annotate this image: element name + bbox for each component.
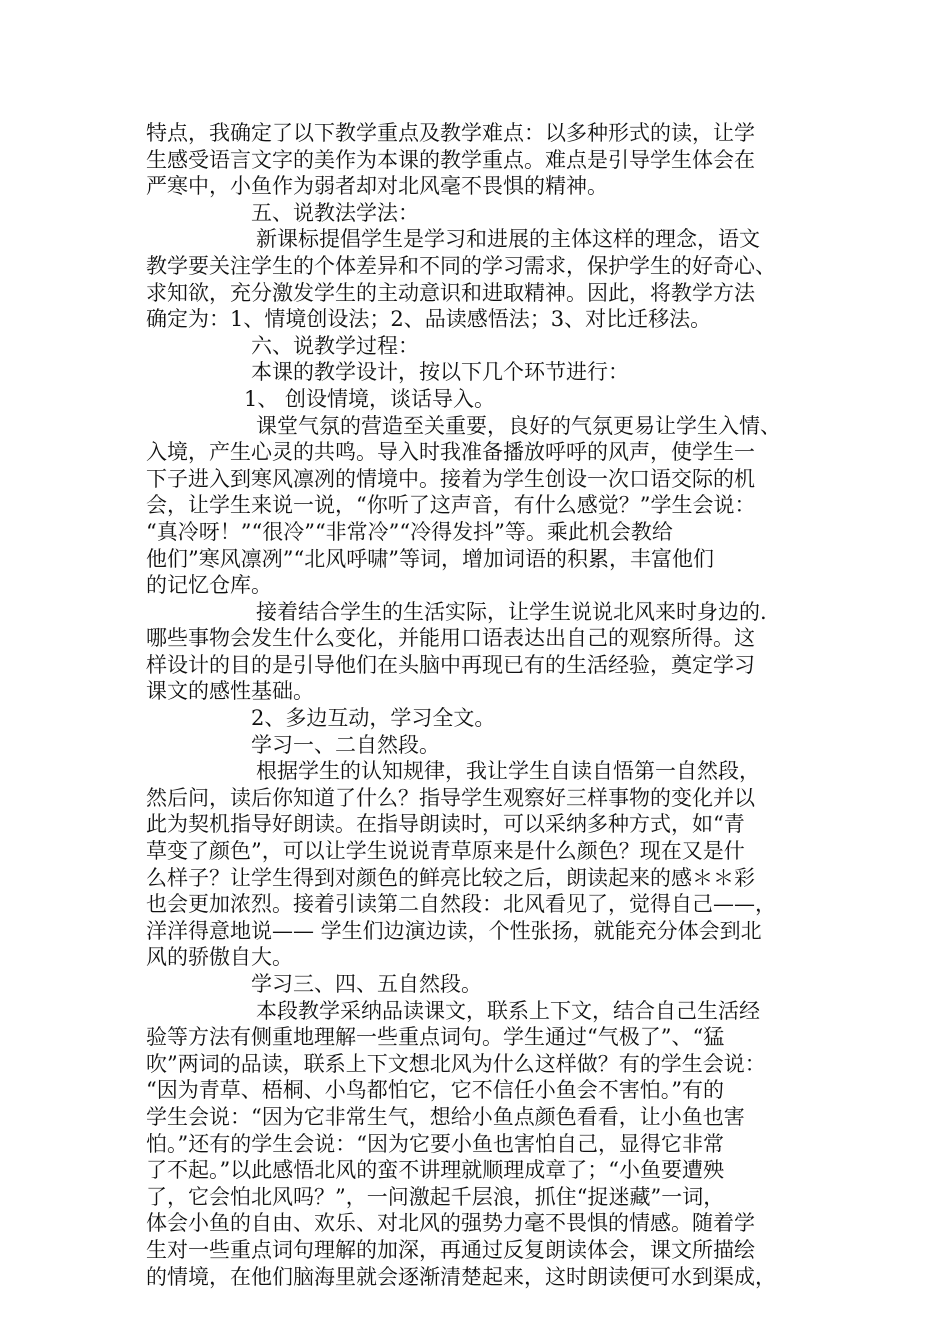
paragraph-line: 课堂气氛的营造至关重要，良好的气氛更易让学生入情、 <box>256 413 781 438</box>
subsection-heading: 1、 创设情境，谈话导入。 <box>244 386 496 411</box>
paragraph-line: 了不起。”以此感悟北风的蛮不讲理就顺理成章了；“小鱼要遭殃 <box>146 1158 724 1183</box>
paragraph-line: 怕。”还有的学生会说：“因为它要小鱼也害怕自己，显得它非常 <box>146 1131 724 1156</box>
section-heading: 五、说教法学法： <box>251 200 419 225</box>
paragraph-line: 洋洋得意地说—— 学生们边演边读，个性张扬，就能充分体会到北 <box>146 918 762 943</box>
paragraph-line: 草变了颜色”，可以让学生说说青草原来是什么颜色？现在又是什 <box>146 839 745 864</box>
paragraph-line: 根据学生的认知规律，我让学生自读自悟第一自然段， <box>256 759 760 784</box>
paragraph-line: 了，它会怕北风吗？”，一问激起千层浪，抓住“捉迷藏”一词， <box>146 1184 725 1209</box>
paragraph-line: 的记忆仓库。 <box>146 573 272 598</box>
paragraph-line: 验等方法有侧重地理解一些重点词句。学生通过“气极了”、“猛 <box>146 1025 725 1050</box>
paragraph-line: 风的骄傲自大。 <box>146 945 293 970</box>
paragraph-line: “真冷呀！”“很冷”“非常冷”“冷得发抖”等。乘此机会教给 <box>146 519 673 544</box>
paragraph-line: 他们”寒风凛冽”“北风呼啸”等词，增加词语的积累，丰富他们 <box>146 546 714 571</box>
paragraph-line: 生对一些重点词句理解的加深，再通过反复朗读体会，课文所描绘 <box>146 1237 755 1262</box>
paragraph-line: 体会小鱼的自由、欢乐、对北风的强势力毫不畏惧的情感。随着学 <box>146 1211 755 1236</box>
paragraph-line: 的情境，在他们脑海里就会逐渐清楚起来，这时朗读便可水到渠成， <box>146 1264 776 1289</box>
paragraph-line: 严寒中，小鱼作为弱者却对北风毫不畏惧的精神。 <box>146 174 608 199</box>
paragraph-line: 新课标提倡学生是学习和进展的主体这样的理念，语文 <box>256 227 760 252</box>
paragraph-line: 下子进入到寒风凛冽的情境中。接着为学生创设一次口语交际的机 <box>146 466 755 491</box>
paragraph-line: 求知欲，充分激发学生的主动意识和进取精神。因此，将教学方法 <box>146 280 755 305</box>
paragraph-line: 接着结合学生的生活实际，让学生说说北风来时身边的. <box>256 599 767 624</box>
paragraph-line: 此为契机指导好朗读。在指导朗读时，可以采纳多种方式，如“青 <box>146 812 745 837</box>
paragraph-line: 入境，产生心灵的共鸣。导入时我准备播放呼呼的风声，使学生一 <box>146 440 755 465</box>
paragraph-line: “因为青草、梧桐、小鸟都怕它，它不信任小鱼会不害怕。”有的 <box>146 1078 724 1103</box>
paragraph-line: 课文的感性基础。 <box>146 679 314 704</box>
paragraph-line: 确定为：1、情境创设法；2、品读感悟法；3、对比迁移法。 <box>146 307 712 332</box>
document-body <box>146 120 826 1290</box>
paragraph-line: 会，让学生来说一说，“你听了这声音，有什么感觉？”学生会说： <box>146 493 756 518</box>
paragraph-line: 哪些事物会发生什么变化，并能用口语表达出自己的观察所得。这 <box>146 626 755 651</box>
subsection-heading: 学习三、四、五自然段。 <box>251 972 482 996</box>
paragraph-line: 本课的教学设计，按以下几个环节进行： <box>251 360 629 385</box>
paragraph-line: 吹”两词的品读，联系上下文想北风为什么这样做？有的学生会说： <box>146 1051 766 1076</box>
paragraph-line: 然后问，读后你知道了什么？指导学生观察好三样事物的变化并以 <box>146 785 755 810</box>
paragraph-line: 生感受语言文字的美作为本课的教学重点。难点是引导学生体会在 <box>146 147 755 172</box>
section-heading: 六、说教学过程： <box>251 333 419 358</box>
paragraph-line: 也会更加浓烈。接着引读第二自然段：北风看见了，觉得自己——， <box>146 892 776 917</box>
paragraph-line: 学生会说：“因为它非常生气，想给小鱼点颜色看看，让小鱼也害 <box>146 1104 745 1129</box>
paragraph-line: 特点，我确定了以下教学重点及教学难点：以多种形式的读，让学 <box>146 121 755 145</box>
subsection-heading: 2、多边互动，学习全文。 <box>251 706 496 731</box>
paragraph-line: 么样子？让学生得到对颜色的鲜亮比较之后，朗读起来的感＊＊彩 <box>146 865 755 890</box>
paragraph-line: 本段教学采纳品读课文，联系上下文，结合自己生活经 <box>256 998 760 1023</box>
paragraph-line: 样设计的目的是引导他们在头脑中再现已有的生活经验，奠定学习 <box>146 652 755 677</box>
subsection-heading: 学习一、二自然段。 <box>251 732 440 757</box>
paragraph-line: 教学要关注学生的个体差异和不同的学习需求，保护学生的好奇心、 <box>146 253 776 278</box>
